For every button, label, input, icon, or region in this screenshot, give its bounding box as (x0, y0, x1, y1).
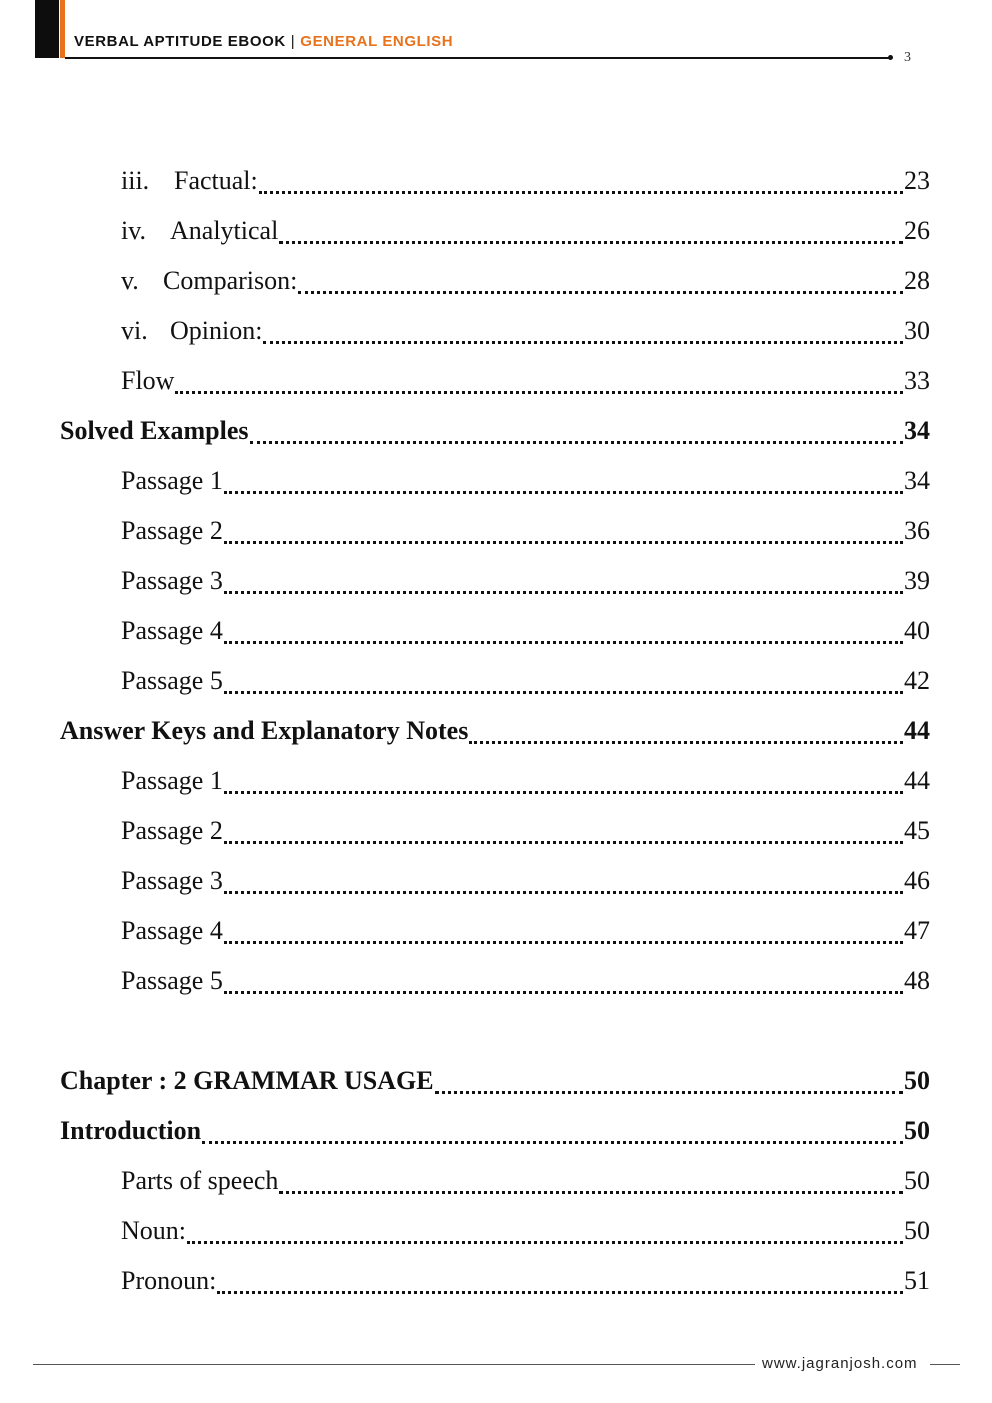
toc-entry-title: Introduction (60, 1116, 202, 1145)
toc-entry (0, 508, 992, 548)
toc-entry (0, 158, 992, 198)
toc-entry (0, 258, 992, 298)
toc-entry-label (121, 1164, 278, 1198)
toc-page-number: 39 (904, 566, 930, 595)
toc-entry-number: vi. (121, 316, 148, 345)
toc-entry (0, 908, 992, 948)
toc-dot-leader (224, 913, 903, 944)
toc-entry-label (121, 214, 278, 248)
toc-entry (0, 758, 992, 798)
footer-rule (33, 1364, 755, 1365)
toc-entry-label (121, 464, 223, 498)
toc-page-number: 34 (904, 416, 930, 445)
toc-entry-title: Passage 3 (121, 866, 223, 895)
toc-page-number: 36 (904, 516, 930, 545)
toc-dot-leader (224, 763, 903, 794)
toc-dot-leader (224, 863, 903, 894)
toc-entry-number: iii. (121, 166, 150, 195)
toc-dot-leader (224, 463, 903, 494)
toc-page-number: 44 (904, 716, 930, 745)
toc-entry-label (121, 364, 174, 398)
toc-entry-title: Pronoun: (121, 1266, 217, 1295)
header-rule (65, 57, 890, 59)
toc-entry-label (121, 1214, 186, 1248)
toc-entry-label (121, 164, 258, 198)
header-accent-bar (60, 0, 65, 58)
toc-page-number: 51 (904, 1266, 930, 1295)
toc-entry-title: Flow (121, 366, 175, 395)
toc-entry (0, 808, 992, 848)
toc-entry-title: Analytical (170, 216, 279, 245)
toc-entry (0, 308, 992, 348)
toc-entry-title: Chapter : 2 GRAMMAR USAGE (60, 1066, 434, 1095)
toc-entry-title: Passage 2 (121, 516, 223, 545)
toc-section-entry (0, 708, 992, 748)
toc-entry-label (121, 914, 223, 948)
toc-entry-label (121, 264, 297, 298)
toc-page-number: 50 (904, 1066, 930, 1095)
toc-entry (0, 1258, 992, 1298)
toc-dot-leader (250, 413, 903, 444)
toc-dot-leader (224, 813, 903, 844)
toc-dot-leader (298, 263, 903, 294)
toc-entry-number: v. (121, 266, 139, 295)
toc-page-number: 40 (904, 616, 930, 645)
toc-entry (0, 208, 992, 248)
toc-entry-title: Comparison: (163, 266, 298, 295)
toc-entry-title: Factual: (174, 166, 258, 195)
toc-dot-leader (224, 563, 903, 594)
toc-dot-leader (224, 963, 903, 994)
toc-entry-title: Passage 3 (121, 566, 223, 595)
header-separator: | (290, 33, 296, 50)
toc-entry-title: Parts of speech (121, 1166, 279, 1195)
toc-section-entry (0, 1108, 992, 1148)
toc-entry (0, 958, 992, 998)
toc-entry-title: Passage 1 (121, 466, 223, 495)
toc-dot-leader (259, 163, 903, 194)
toc-section-entry (0, 1058, 992, 1098)
toc-page-number: 47 (904, 916, 930, 945)
toc-page-number: 28 (904, 266, 930, 295)
toc-entry (0, 458, 992, 498)
toc-entry-label (121, 814, 223, 848)
toc-dot-leader (217, 1263, 903, 1294)
toc-entry-number: iv. (121, 216, 147, 245)
toc-entry-title: Passage 1 (121, 766, 223, 795)
toc-page-number: 34 (904, 466, 930, 495)
toc-entry-label (60, 1064, 434, 1098)
header-black-bar (35, 0, 59, 58)
toc-entry (0, 358, 992, 398)
page-number: 3 (904, 50, 911, 65)
toc-entry (0, 608, 992, 648)
toc-entry-label (121, 514, 223, 548)
header-rule-dot (888, 55, 893, 60)
header-title: VERBAL APTITUDE EBOOK (74, 33, 286, 50)
toc-entry-title: Noun: (121, 1216, 186, 1245)
toc-dot-leader (187, 1213, 903, 1244)
toc-dot-leader (202, 1113, 903, 1144)
toc-page-number: 44 (904, 766, 930, 795)
toc-entry (0, 558, 992, 598)
toc-page-number: 50 (904, 1116, 930, 1145)
toc-entry-label (121, 314, 262, 348)
toc-dot-leader (175, 363, 903, 394)
toc-entry-label (60, 414, 249, 448)
toc-entry-title: Opinion: (170, 316, 263, 345)
toc-entry-label (60, 714, 468, 748)
toc-page-number: 48 (904, 966, 930, 995)
toc-entry-label (121, 564, 223, 598)
header-subtitle: GENERAL ENGLISH (300, 33, 454, 50)
toc-entry-title: Passage 5 (121, 966, 223, 995)
toc-page-number: 42 (904, 666, 930, 695)
toc-dot-leader (224, 663, 903, 694)
toc-entry-title: Passage 4 (121, 916, 223, 945)
footer-rule-end (930, 1364, 960, 1365)
toc-dot-leader (224, 513, 903, 544)
toc-dot-leader (469, 713, 903, 744)
toc-entry-label (121, 614, 223, 648)
toc-entry-label (60, 1114, 201, 1148)
toc-entry-label (121, 664, 223, 698)
toc-entry-title: Passage 2 (121, 816, 223, 845)
toc-page-number: 46 (904, 866, 930, 895)
toc-section-entry (0, 408, 992, 448)
toc-entry-title: Passage 4 (121, 616, 223, 645)
toc-page-number: 30 (904, 316, 930, 345)
toc-page-number: 45 (904, 816, 930, 845)
toc-entry (0, 1158, 992, 1198)
toc-dot-leader (263, 313, 903, 344)
toc-page-number: 23 (904, 166, 930, 195)
toc-page-number: 50 (904, 1166, 930, 1195)
toc-entry-title: Passage 5 (121, 666, 223, 695)
running-header (74, 33, 453, 50)
toc-entry-label (121, 864, 223, 898)
toc-page-number: 33 (904, 366, 930, 395)
toc-entry (0, 1208, 992, 1248)
toc-entry (0, 858, 992, 898)
toc-entry-label (121, 764, 223, 798)
toc-dot-leader (279, 1163, 903, 1194)
toc-dot-leader (279, 213, 903, 244)
toc-page-number: 26 (904, 216, 930, 245)
toc-entry-label (121, 1264, 216, 1298)
footer-website: www.jagranjosh.com (762, 1355, 918, 1372)
toc-entry-label (121, 964, 223, 998)
toc-dot-leader (224, 613, 903, 644)
toc-entry-title: Answer Keys and Explanatory Notes (60, 716, 469, 745)
toc-entry-title: Solved Examples (60, 416, 249, 445)
toc-dot-leader (435, 1063, 903, 1094)
toc-entry (0, 658, 992, 698)
toc-page-number: 50 (904, 1216, 930, 1245)
